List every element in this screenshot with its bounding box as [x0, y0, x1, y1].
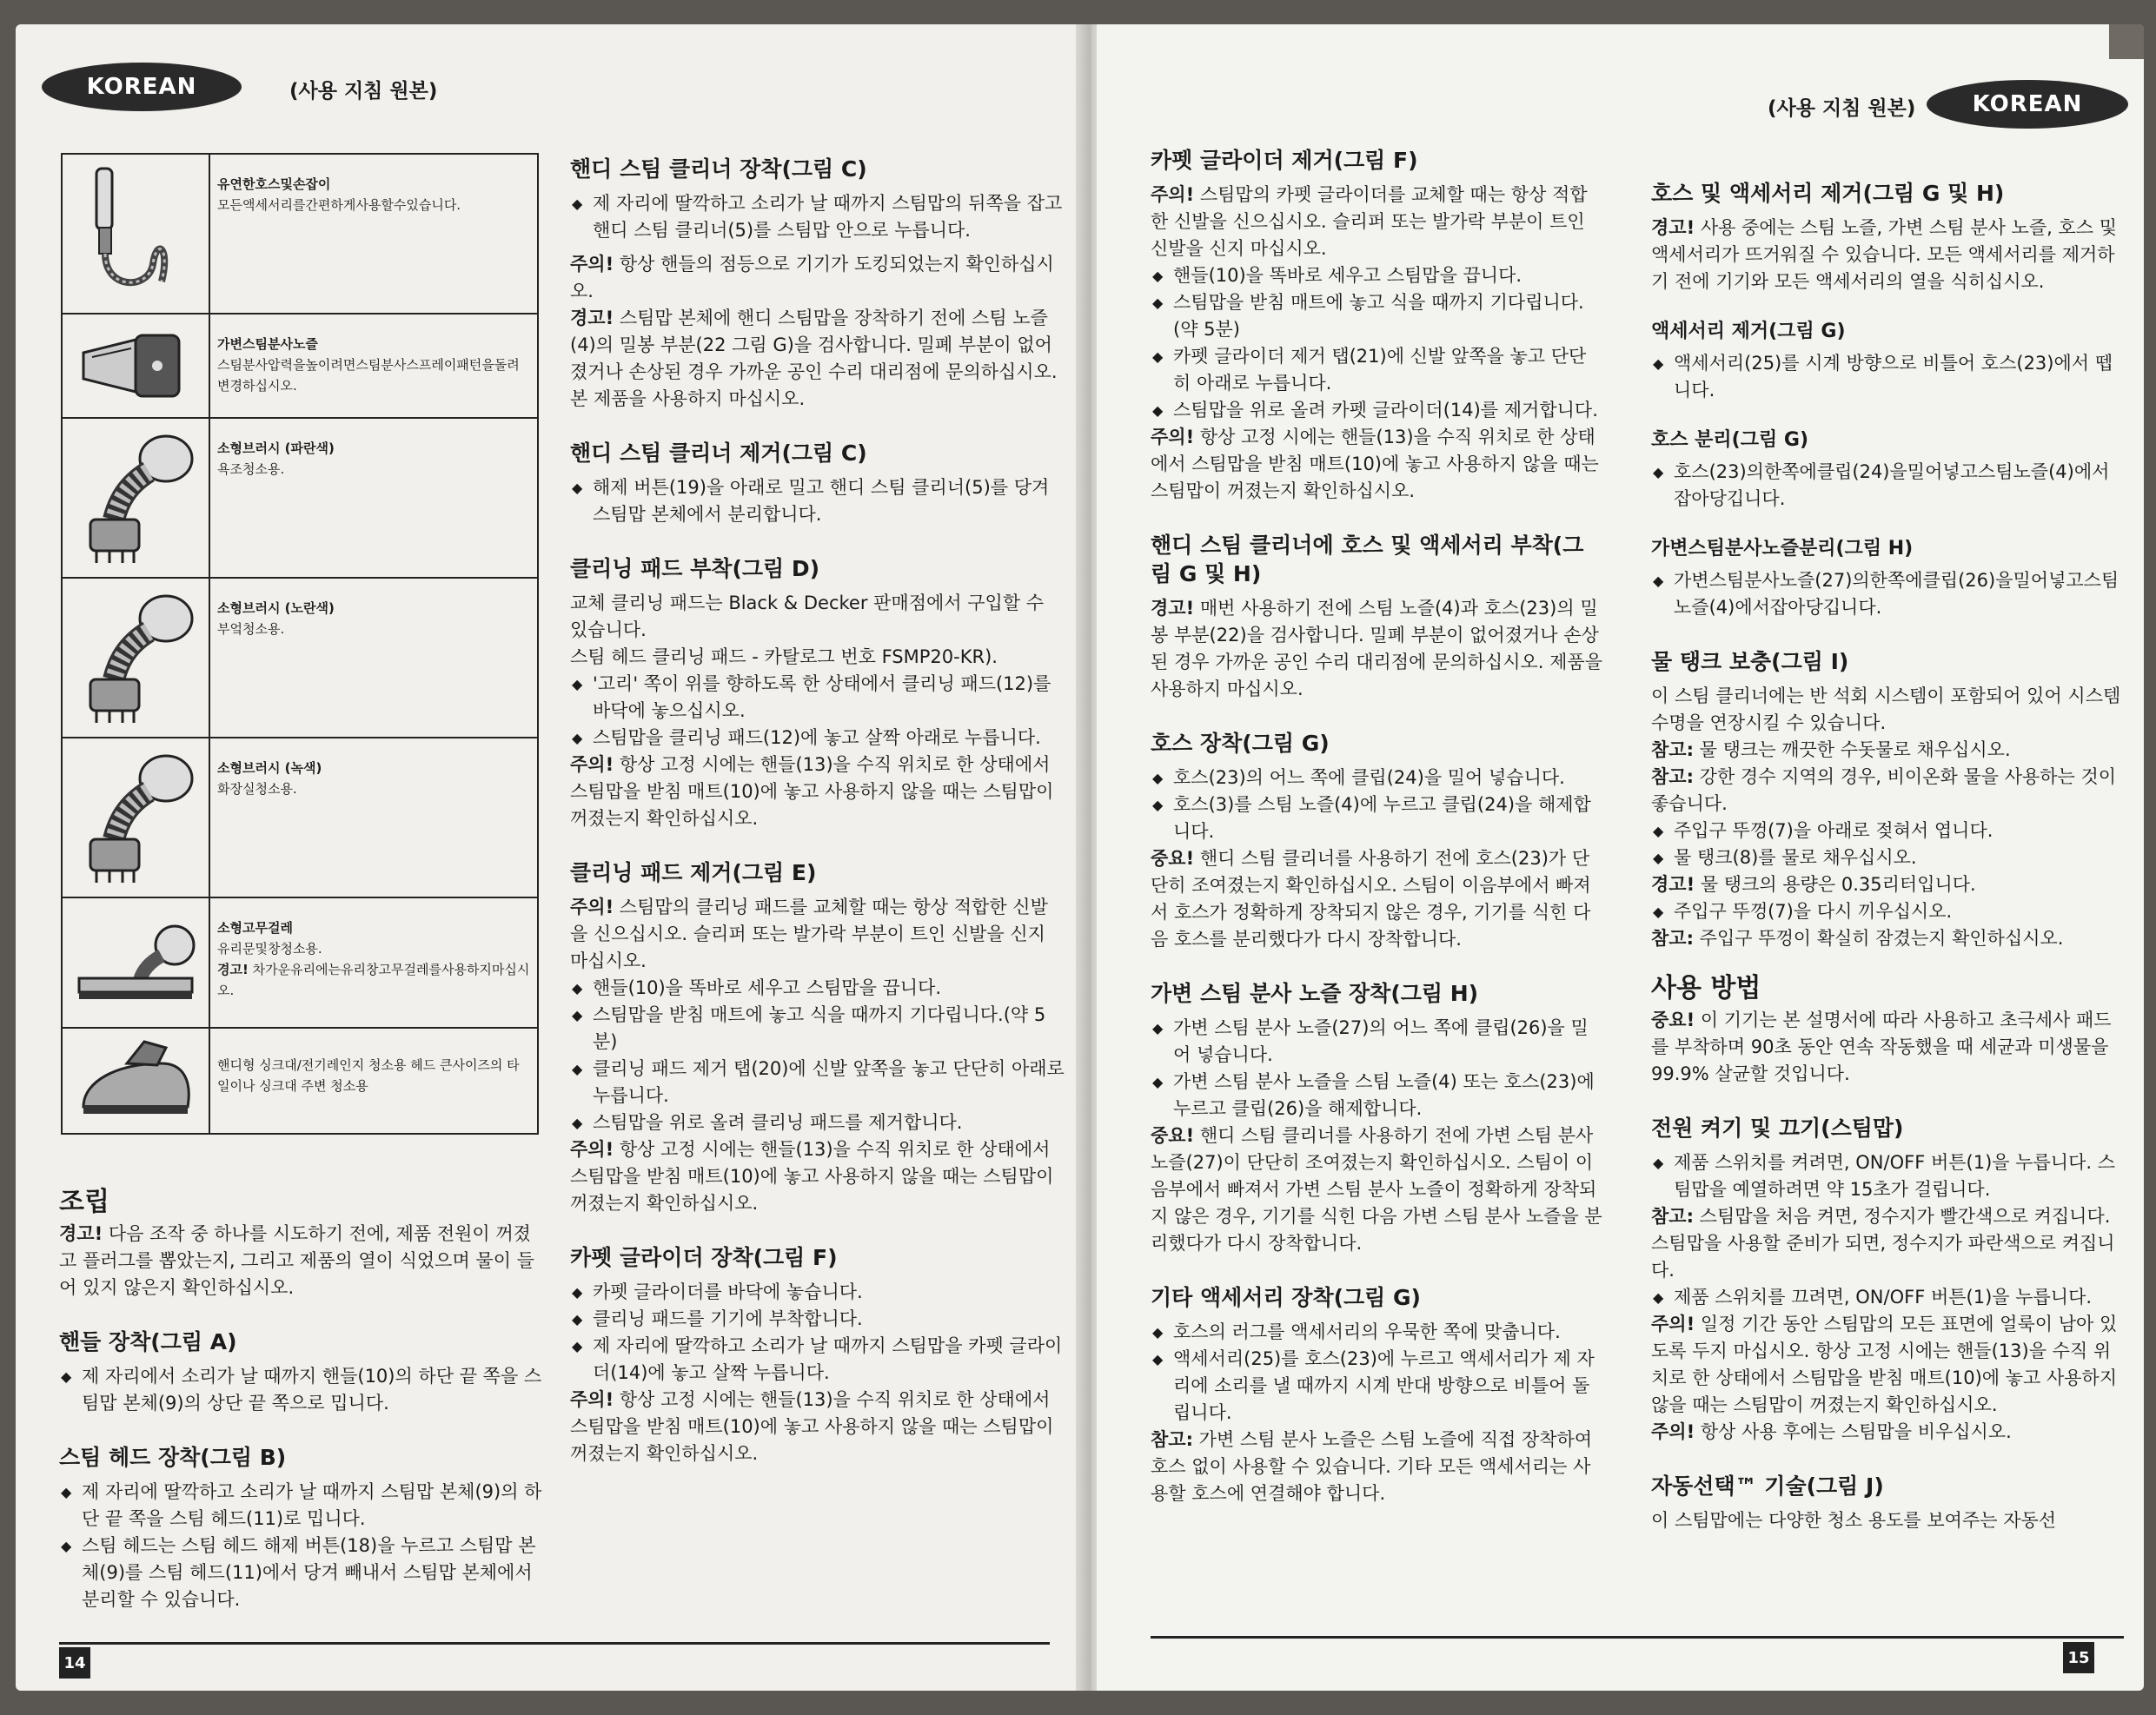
small-brush-blue-icon: [62, 418, 209, 578]
page-corner: [2109, 24, 2144, 59]
accessory-desc: 스팀분사압력을높이려면스팀분사스프레이패턴을돌려변경하십시오.: [217, 357, 520, 394]
carpet-remove-list: [1151, 262, 1602, 424]
steam-head-list: [59, 1479, 546, 1613]
accessory-row: [62, 738, 538, 897]
accessory-row: [62, 1028, 538, 1134]
autoselect-title: 자동선택™ 기술(그림 J): [1651, 1473, 1884, 1499]
water-tank-list: [1651, 818, 2125, 871]
footer-rule: [1151, 1636, 2124, 1639]
handy-remove-title: 핸디 스팀 클리너 제거(그림 C): [570, 440, 867, 466]
handy-head-icon: [62, 1028, 209, 1134]
variable-attach-title: 가변 스팀 분사 노즐 장착(그림 H): [1151, 981, 1479, 1006]
accessory-name: 소형브러시 (녹색): [217, 760, 322, 776]
list-item: ◆ 핸들(10)을 똑바로 세우고 스팀맙을 끕니다.: [570, 975, 1065, 1002]
page-number: 15: [2063, 1642, 2094, 1673]
flexible-hose-icon: [62, 154, 209, 314]
small-brush-yellow-icon: [62, 578, 209, 738]
list-item: ◆ 제품 스위치를 켜려면, ON/OFF 버튼(1)을 누릅니다. 스팀맙을 예열하려면 약 15초가 걸립니다.: [1651, 1149, 2125, 1203]
list-item: ◆ 호스(3)를 스팀 노즐(4)에 누르고 클립(24)을 해제합니다.: [1151, 791, 1602, 845]
other-acc-title: 기타 액세서리 장착(그림 G): [1151, 1285, 1421, 1310]
accessory-name: 가변스팀분사노즐: [217, 336, 318, 352]
variable-important: 중요! 핸디 스팀 클리너를 사용하기 전에 가변 스팀 분사 노즐(27)이 단단히 조여졌는지 확인하십시오. 스팀이 이음부에서 빠져서 가변 스팀 분사 노즐이 정확하게 장착되지 않은 경우, 기기를 식힌 다음 가변 스팀 분사 노즐을 분리했다가 다시 장착합니다.: [1151, 1125, 1602, 1254]
list-item: ◆ 클리닝 패드 제거 탭(20)에 신발 앞쪽을 놓고 단단히 아래로 누릅니다.: [570, 1056, 1065, 1109]
handy-remove-list: [570, 474, 1065, 528]
handle-list: [59, 1363, 546, 1417]
variable-sep-title: 가변스팀분사노즐분리(그림 H): [1651, 538, 1914, 560]
carpet-remove-title: 카펫 글라이더 제거(그림 F): [1151, 148, 1418, 173]
right-column-1: [1151, 146, 1602, 1507]
accessory-desc: 욕조청소용.: [217, 461, 285, 477]
accessory-description: [209, 578, 538, 738]
accessory-table: [61, 153, 539, 1135]
list-item: ◆ 가변스팀분사노즐(27)의한쪽에클립(26)을밀어넣고스팀노즐(4)에서잡아당깁니다.: [1651, 567, 2125, 621]
list-item: ◆ 스팀맙을 받침 매트에 놓고 식을 때까지 기다립니다.(약 5분): [570, 1002, 1065, 1056]
list-item: ◆ 물 탱크(8)를 물로 채우십시오.: [1651, 844, 2125, 871]
list-item: ◆ 카펫 글라이더를 바닥에 놓습니다.: [570, 1279, 1065, 1306]
variable-nozzle-icon: [62, 314, 209, 418]
acc-remove-title: 액세서리 제거(그림 G): [1651, 321, 1846, 342]
pad-intro2: 스팀 헤드 클리닝 패드 - 카탈로그 번호 FSMP20-KR).: [570, 646, 998, 667]
hose-acc-attach-title: 핸디 스팀 클리너에 호스 및 액세서리 부착(그림 G 및 H): [1151, 533, 1584, 586]
list-item: ◆ 가변 스팀 분사 노즐(27)의 어느 쪽에 클립(26)을 밀어 넣습니다.: [1151, 1015, 1602, 1069]
accessory-row: [62, 578, 538, 738]
list-item: ◆ 스팀맙을 받침 매트에 놓고 식을 때까지 기다립니다.(약 5분): [1151, 289, 1602, 343]
carpet-attach-caution: 주의! 항상 고정 시에는 핸들(13)을 수직 위치로 한 상태에서 스팀맙을 받침 매트(10)에 놓고 사용하지 않을 때는 스팀맙이 꺼졌는지 확인하십시오.: [570, 1389, 1054, 1464]
power-list-2: [1651, 1284, 2125, 1311]
water-note2: 참고: 강한 경수 지역의 경우, 비이온화 물을 사용하는 것이 좋습니다.: [1651, 766, 2117, 814]
list-item: ◆ 제 자리에 딸깍하고 소리가 날 때까지 스팀맙의 뒤쪽을 잡고 핸디 스팀 클리너(5)를 스팀맙 안으로 누릅니다.: [570, 190, 1065, 244]
hose-attach-list: [1151, 765, 1602, 845]
assembly-title: 조립: [59, 1187, 109, 1217]
list-item: ◆ 제 자리에 딸깍하고 소리가 날 때까지 스팀맙을 카펫 글라이더(14)에 놓고 살짝 누릅니다.: [570, 1333, 1065, 1387]
accessory-name: 소형고무걸레: [217, 920, 293, 936]
variable-attach-list: [1151, 1015, 1602, 1122]
hose-acc-remove-title: 호스 및 액세서리 제거(그림 G 및 H): [1651, 181, 2005, 206]
list-item: ◆ '고리' 쪽이 위를 향하도록 한 상태에서 클리닝 패드(12)를 바닥에 놓으십시오.: [570, 671, 1065, 725]
pad-caution: 주의! 항상 고정 시에는 핸들(13)을 수직 위치로 한 상태에서 스팀맙을 받침 매트(10)에 놓고 사용하지 않을 때는 스팀맙이 꺼졌는지 확인하십시오.: [570, 754, 1054, 829]
list-item: ◆ 제품 스위치를 끄려면, ON/OFF 버튼(1)을 누릅니다.: [1651, 1284, 2125, 1311]
language-badge: KOREAN: [42, 63, 242, 111]
hose-sep-list: [1651, 459, 2125, 513]
accessory-desc: 핸디형 싱크대/전기레인지 청소용 헤드 큰사이즈의 타일이나 싱크대 주변 청소용: [217, 1057, 520, 1094]
hose-attach-title: 호스 장착(그림 G): [1151, 731, 1330, 756]
list-item: ◆ 가변 스팀 분사 노즐을 스팀 노즐(4) 또는 호스(23)에 누르고 클립(26)을 해제합니다.: [1151, 1069, 1602, 1122]
accessory-description: [209, 314, 538, 418]
list-item: ◆ 액세서리(25)를 시계 방향으로 비틀어 호스(23)에서 뗍니다.: [1651, 350, 2125, 404]
list-item: ◆ 호스(23)의 어느 쪽에 클립(24)을 밀어 넣습니다.: [1151, 765, 1602, 791]
page-number: 14: [59, 1647, 90, 1679]
accessory-warning: 경고! 차가운유리에는유리창고무걸레를사용하지마십시오.: [217, 962, 530, 998]
accessory-desc: 화장실청소용.: [217, 781, 297, 797]
accessory-name: 유연한호스및손잡이: [217, 176, 331, 192]
water-note3: 참고: 주입구 뚜껑이 확실히 잠겼는지 확인하십시오.: [1651, 928, 2064, 949]
hose-sep-title: 호스 분리(그림 G): [1651, 429, 1808, 451]
middle-column: [570, 155, 1065, 1467]
list-item: ◆ 클리닝 패드를 기기에 부착합니다.: [570, 1306, 1065, 1333]
list-item: ◆ 주입구 뚜껑(7)을 다시 끼우십시오.: [1651, 898, 2125, 925]
left-column: [59, 1189, 546, 1613]
pad-attach-title: 클리닝 패드 부착(그림 D): [570, 556, 820, 581]
handy-attach-title: 핸디 스팀 클리너 장착(그림 C): [570, 156, 867, 182]
handy-caution: 주의! 항상 핸들의 점등으로 기기가 도킹되었는지 확인하십시오.: [570, 254, 1054, 301]
handy-attach-list: [570, 190, 1065, 244]
carpet-remove-caution: 주의! 스팀맙의 카펫 글라이더를 교체할 때는 항상 적합한 신발을 신으십시오. 슬리퍼 또는 발가락 부분이 트인 신발을 신지 마십시오.: [1151, 184, 1588, 259]
language-badge: KOREAN: [1927, 80, 2128, 129]
hose-acc-warning: 경고! 매번 사용하기 전에 스팀 노즐(4)과 호스(23)의 밀봉 부분(22)을 검사합니다. 밀폐 부분이 없어졌거나 손상된 경우 가까운 공인 수리 대리점에 문의하십시오. 제품을 사용하지 마십시오.: [1151, 598, 1602, 699]
list-item: ◆ 스팀맙을 위로 올려 카펫 글라이더(14)를 제거합니다.: [1151, 397, 1602, 424]
list-item: ◆ 액세서리(25)를 호스(23)에 누르고 액세서리가 제 자리에 소리를 낼 때까지 시계 반대 방향으로 비틀어 돌립니다.: [1151, 1346, 1602, 1427]
list-item: ◆ 주입구 뚜껑(7)을 아래로 젖혀서 엽니다.: [1651, 818, 2125, 844]
autoselect-intro: 이 스팀맙에는 다양한 청소 용도를 보여주는 자동선: [1651, 1510, 2057, 1531]
right-column-2: [1651, 179, 2125, 1534]
power-caution: 주의! 일정 기간 동안 스팀맙의 모든 표면에 얼룩이 남아 있도록 두지 마십시오. 항상 고정 시에는 핸들(13)을 수직 위치로 한 상태에서 스팀맙을 받침 매트(10)에 놓고 사용하지 않을 때는 스팀맙이 꺼졌는지 확인하십시오.: [1651, 1314, 2118, 1415]
handle-title: 핸들 장착(그림 A): [59, 1329, 237, 1354]
accessory-row: [62, 418, 538, 578]
other-acc-note: 참고: 가변 스팀 분사 노즐은 스팀 노즐에 직접 장착하여 호스 없이 사용할 수 있습니다. 기타 모든 액세서리는 사용할 호스에 연결해야 합니다.: [1151, 1429, 1593, 1504]
list-item: ◆ 핸들(10)을 똑바로 세우고 스팀맙을 끕니다.: [1151, 262, 1602, 289]
pad-remove-title: 클리닝 패드 제거(그림 E): [570, 860, 817, 885]
water-tank-title: 물 탱크 보충(그림 I): [1651, 649, 1849, 674]
usage-title: 사용 방법: [1651, 973, 1761, 1003]
accessory-row: [62, 314, 538, 418]
power-note: 참고: 스팀맙을 처음 켜면, 정수지가 빨간색으로 켜집니다. 스팀맙을 사용할 준비가 되면, 정수지가 파란색으로 켜집니다.: [1651, 1206, 2115, 1281]
accessory-name: 소형브러시 (노란색): [217, 600, 335, 616]
left-page: [16, 24, 1086, 1691]
handy-warning: 경고! 스팀맙 본체에 핸디 스팀맙을 장착하기 전에 스팀 노즐(4)의 밀봉 부분(22 그림 G)을 검사합니다. 밀폐 부분이 없어졌거나 손상된 경우 가까운 공인 수리 대리점에 문의하십시오. 본 제품을 사용하지 마십시오.: [570, 308, 1058, 409]
variable-sep-list: [1651, 567, 2125, 621]
hose-acc-remove-warning: 경고! 사용 중에는 스팀 노즐, 가변 스팀 분사 노즐, 호스 및 액세서리가 뜨거워질 수 있습니다. 모든 액세서리를 제거하기 전에 기기와 모든 액세서리의 열을 식히십시오.: [1651, 217, 2117, 292]
accessory-description: [209, 154, 538, 314]
pad-remove-list: [570, 975, 1065, 1136]
carpet-attach-title: 카펫 글라이더 장착(그림 F): [570, 1245, 838, 1270]
usage-important: 중요! 이 기기는 본 설명서에 따라 사용하고 초극세사 패드를 부착하며 90초 동안 연속 작동했을 때 세균과 미생물을 99.9% 살균할 것입니다.: [1651, 1010, 2112, 1084]
power-title: 전원 켜기 및 끄기(스팀맙): [1651, 1116, 1904, 1141]
pad-attach-list: [570, 671, 1065, 752]
power-list: [1651, 1149, 2125, 1203]
accessory-row: [62, 154, 538, 314]
power-caution2: 주의! 항상 사용 후에는 스팀맙을 비우십시오.: [1651, 1421, 2012, 1442]
list-item: ◆ 스팀 헤드는 스팀 헤드 해제 버튼(18)을 누르고 스팀맙 본체(9)를 스팀 헤드(11)에서 당겨 빼내서 스팀맙 본체에서 분리할 수 있습니다.: [59, 1533, 546, 1613]
carpet-attach-list: [570, 1279, 1065, 1387]
pad-remove-caution: 주의! 스팀맙의 클리닝 패드를 교체할 때는 항상 적합한 신발을 신으십시오. 슬리퍼 또는 발가락 부분이 트인 신발을 신지 마십시오.: [570, 897, 1048, 971]
list-item: ◆ 해제 버튼(19)을 아래로 밀고 핸디 스팀 클리너(5)를 당겨 스팀맙 본체에서 분리합니다.: [570, 474, 1065, 528]
list-item: ◆ 제 자리에서 소리가 날 때까지 핸들(10)의 하단 끝 쪽을 스팀맙 본체(9)의 상단 끝 쪽으로 밉니다.: [59, 1363, 546, 1417]
accessory-name: 소형브러시 (파란색): [217, 440, 335, 456]
accessory-description: [209, 738, 538, 897]
footer-rule: [59, 1642, 1050, 1645]
list-item: ◆ 카펫 글라이더 제거 탭(21)에 신발 앞쪽을 놓고 단단히 아래로 누릅니다.: [1151, 343, 1602, 397]
water-tank-intro: 이 스팀 클리너에는 반 석회 시스템이 포함되어 있어 시스템 수명을 연장시킬 수 있습니다.: [1651, 685, 2121, 733]
squeegee-icon: [62, 897, 209, 1028]
water-note1: 참고: 물 탱크는 깨끗한 수돗물로 채우십시오.: [1651, 739, 2011, 760]
acc-remove-list: [1651, 350, 2125, 404]
accessory-desc: 모든액세서리를간편하게사용할수있습니다.: [217, 197, 461, 213]
pad-remove-caution2: 주의! 항상 고정 시에는 핸들(13)을 수직 위치로 한 상태에서 스팀맙을 받침 매트(10)에 놓고 사용하지 않을 때는 스팀맙이 꺼졌는지 확인하십시오.: [570, 1139, 1054, 1214]
right-page: [1097, 24, 2144, 1691]
hose-important: 중요! 핸디 스팀 클리너를 사용하기 전에 호스(23)가 단단히 조여졌는지 확인하십시오. 스팀이 이음부에서 빠져서 호스가 정확하게 장착되지 않은 경우, 기기를 식힌 다음 호스를 분리했다가 다시 장착합니다.: [1151, 848, 1591, 950]
accessory-desc: 유리문및창청소용.: [217, 941, 322, 957]
list-item: ◆ 스팀맙을 위로 올려 클리닝 패드를 제거합니다.: [570, 1109, 1065, 1136]
accessory-description: [209, 897, 538, 1028]
assembly-warning: 경고! 다음 조작 중 하나를 시도하기 전에, 제품 전원이 꺼졌고 플러그를 뽑았는지, 그리고 제품의 열이 식었으며 물이 들어 있지 않은지 확인하십시오.: [59, 1223, 534, 1298]
list-item: ◆ 스팀맙을 클리닝 패드(12)에 놓고 살짝 아래로 누릅니다.: [570, 725, 1065, 752]
small-brush-green-icon: [62, 738, 209, 897]
accessory-description: [209, 418, 538, 578]
accessory-description: [209, 1028, 538, 1134]
water-tank-list-2: [1651, 898, 2125, 925]
header-note: (사용 지침 원본): [289, 80, 438, 103]
steam-head-title: 스팀 헤드 장착(그림 B): [59, 1445, 287, 1470]
list-item: ◆ 호스(23)의한쪽에클립(24)을밀어넣고스팀노즐(4)에서잡아당깁니다.: [1651, 459, 2125, 513]
header-note: (사용 지침 원본): [1768, 97, 1916, 120]
pad-intro: 교체 클리닝 패드는 Black & Decker 판매점에서 구입할 수 있습니다.: [570, 593, 1045, 640]
accessory-row: [62, 897, 538, 1028]
accessory-desc: 부엌청소용.: [217, 621, 285, 637]
carpet-remove-caution2: 주의! 항상 고정 시에는 핸들(13)을 수직 위치로 한 상태에서 스팀맙을 받침 매트(10)에 놓고 사용하지 않을 때는 스팀맙이 꺼졌는지 확인하십시오.: [1151, 427, 1599, 501]
list-item: ◆ 호스의 러그를 액세서리의 우묵한 쪽에 맞춥니다.: [1151, 1319, 1602, 1346]
water-warning: 경고! 물 탱크의 용량은 0.35리터입니다.: [1651, 874, 1976, 895]
other-acc-list: [1151, 1319, 1602, 1427]
list-item: ◆ 제 자리에 딸깍하고 소리가 날 때까지 스팀맙 본체(9)의 하단 끝 쪽을 스팀 헤드(11)로 밉니다.: [59, 1479, 546, 1533]
